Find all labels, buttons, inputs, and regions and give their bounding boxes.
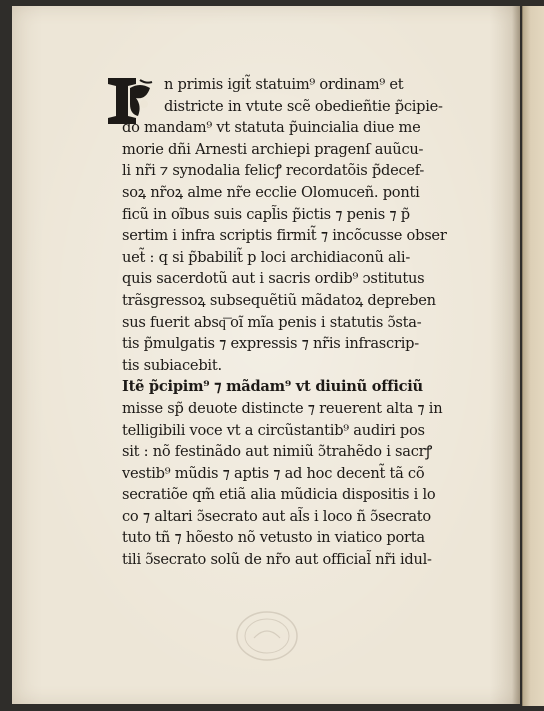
text-line: co ⁊ altari ɔ̃secrato aut al̃s i loco ñ ɔ̃secrato — [122, 507, 431, 525]
text-line: tis subiacebit. — [122, 356, 222, 374]
text-line: sertim i infra scriptis firmit̃ ⁊ incõcusse obser — [122, 227, 447, 245]
body-text — [122, 74, 467, 571]
text-line: tuto tñ ⁊ hõesto nõ vetusto in viatico porta — [122, 529, 425, 547]
text-line: tili ɔ̃secrato solũ de nr̃o aut official̃ nr̃i idul- — [122, 551, 432, 569]
text-line: sus fuerit absq͞ oĩ mĩa penis i statutis ɔ̃sta- — [122, 313, 422, 331]
text-line: trãsgressoꝝ subsequẽtiũ mãdatoꝝ depreben — [122, 291, 436, 309]
text-line: morie dñi Arnesti archiepi pragenſ auũcu- — [122, 140, 424, 158]
text-line: misse sp̃ deuote distincte ⁊ reuerent alta ⁊ in — [122, 399, 443, 417]
text-line: li nr̃i ⁊ synodalia felicꝭ recordatõis p̃decef- — [122, 162, 425, 180]
text-line: secratiõe qm̃ etiã alia mũdicia dispositis i lo — [122, 486, 436, 504]
text-line: districte in vtute scẽ obedieñtie p̃cipie- — [164, 97, 443, 115]
text-line: tis p̃mulgatis ⁊ expressis ⁊ nr̃is infrascrip- — [122, 335, 419, 353]
text-line: n primis igit̃ statuim⁹ ordinam⁹ et — [164, 76, 404, 93]
library-stamp-mark — [232, 608, 302, 664]
text-line: quis sacerdotũ aut i sacris ordib⁹ ɔstitutus — [122, 270, 425, 288]
text-line: ficũ in oĩbus suis capl̃is p̃ictis ⁊ penis ⁊ p̃ — [122, 205, 410, 223]
text-line: Itẽ p̃cipim⁹ ⁊ mãdam⁹ vt diuinũ officiũ — [122, 378, 423, 396]
text-line: uet̃ : q si p̃babilit̃ p loci archidiaconũ ali- — [122, 248, 411, 266]
facing-page-edge — [522, 6, 544, 706]
text-line: do mandam⁹ vt statuta p̃uincialia diue me — [122, 119, 421, 137]
text-line: soꝝ nr̃oꝝ alme nr̃e ecclie Olomuceñ. ponti — [122, 183, 420, 201]
drop-cap-letter: I — [134, 113, 135, 115]
page-gutter-shadow — [512, 6, 520, 704]
text-line: sit : nõ festinãdo aut nimiũ ɔ̃trahẽdo i sacrꝭ — [122, 443, 433, 461]
text-line: vestib⁹ mũdis ⁊ aptis ⁊ ad hoc decent̃ tã cõ — [122, 464, 425, 482]
text-line: telligibili voce vt a circũstantib⁹ audiri pos — [122, 421, 425, 439]
